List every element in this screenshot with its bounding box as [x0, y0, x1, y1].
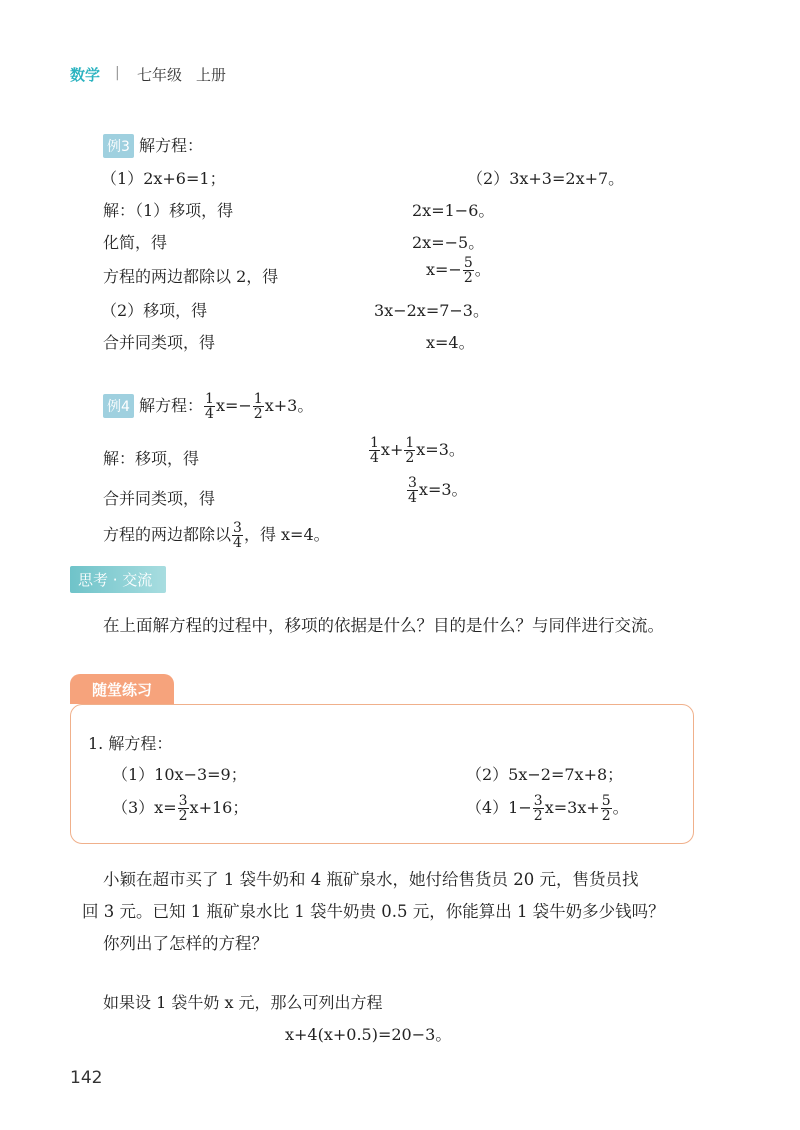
problem-line3: 你列出了怎样的方程？	[103, 934, 268, 953]
exercise-question-label: 1. 解方程：	[88, 734, 173, 753]
exercise-part4-mid: x=3x+	[544, 798, 600, 817]
example3-step3-label: 方程的两边都除以 2，得	[103, 267, 279, 286]
example4-eq-fraction2	[253, 392, 264, 421]
example4-step1-mid: x+	[380, 440, 404, 459]
example3-q1	[101, 166, 226, 189]
example3-step2-eq: 2x=−5。	[412, 233, 485, 252]
fraction-numerator: 1	[405, 435, 415, 451]
example4-step1-fraction2	[404, 436, 415, 465]
fraction-numerator: 3	[533, 793, 543, 809]
example3-q2-eq: 3x+3=2x+7。	[509, 169, 625, 188]
fraction-denominator: 4	[233, 535, 242, 551]
example4-title: 解方程：	[139, 396, 204, 415]
example3-step3-eq	[426, 256, 491, 285]
example3-heading	[103, 133, 203, 158]
exercise-part4	[466, 794, 629, 823]
example4-tag: 例4	[103, 394, 134, 418]
example3-q1-label: （1）	[101, 169, 144, 188]
example4-step2-end: x=3。	[418, 480, 468, 499]
fraction-denominator: 2	[253, 406, 263, 422]
fraction-denominator: 2	[178, 808, 188, 824]
example3-q2	[467, 166, 624, 189]
fraction-denominator: 4	[370, 450, 379, 466]
header-grade: 七年级	[137, 66, 183, 84]
example3-step1-eq: 2x=1−6。	[412, 201, 495, 220]
example4-step3-post: ，得 x=4。	[243, 525, 330, 544]
example3-step1-label: 解：（1）移项，得	[103, 201, 234, 220]
example4-heading	[103, 392, 313, 421]
fraction-numerator: 1	[205, 391, 214, 407]
exercise-tab: 随堂练习	[70, 674, 174, 704]
fraction-numerator: 5	[463, 255, 473, 271]
example3-q2-label: （2）	[467, 169, 510, 188]
example3-step3-lhs: x=−	[426, 260, 462, 279]
exercise-part4-post: 。	[612, 798, 629, 817]
header-subject: 数学	[70, 66, 101, 84]
example4-step3-pre: 方程的两边都除以	[103, 525, 232, 544]
example4-step1-fraction1	[369, 436, 380, 465]
problem-setup: 如果设 1 袋牛奶 x 元，那么可列出方程	[103, 993, 383, 1012]
exercise-part3-post: x+16；	[189, 798, 249, 817]
exercise-part4-fraction2	[601, 794, 612, 823]
fraction-denominator: 2	[601, 808, 611, 824]
example4-step2-eq	[406, 476, 468, 505]
fraction-denominator: 4	[205, 406, 214, 422]
fraction-numerator: 3	[178, 793, 188, 809]
example3-step3-end: 。	[474, 260, 491, 279]
example3-step5-label: 合并同类项，得	[103, 333, 216, 352]
example4-eq-mid: x=−	[215, 396, 252, 415]
example3-title: 解方程：	[139, 136, 204, 155]
example3-step2-label: 化简，得	[103, 233, 168, 252]
example4-eq-fraction1	[204, 392, 215, 421]
fraction-numerator: 5	[601, 793, 611, 809]
example4-step1-label: 解：移项，得	[103, 449, 200, 468]
exercise-part2: （2）5x−2=7x+8；	[466, 765, 624, 784]
problem-line2: 回 3 元。已知 1 瓶矿泉水比 1 袋牛奶贵 0.5 元，你能算出 1 袋牛奶多少钱吗？	[82, 902, 665, 921]
example4-eq-end: x+3。	[264, 396, 314, 415]
example3-step3-fraction	[463, 256, 474, 285]
exercise-part3	[112, 794, 248, 823]
example4-step3-fraction	[232, 521, 243, 550]
fraction-denominator: 2	[405, 450, 415, 466]
exercise-part4-pre: （4）1−	[466, 798, 532, 817]
fraction-numerator: 1	[253, 391, 263, 407]
fraction-denominator: 4	[408, 490, 417, 506]
exercise-part4-fraction1	[533, 794, 544, 823]
problem-line1: 小颖在超市买了 1 袋牛奶和 4 瓶矿泉水，她付给售货员 20 元，售货员找	[103, 870, 639, 889]
header-volume: 上册	[196, 66, 227, 84]
example4-step1-end: x=3。	[416, 440, 465, 459]
fraction-numerator: 1	[370, 435, 379, 451]
example3-step4-eq: 3x−2x=7−3。	[374, 301, 489, 320]
example4-step1-eq	[368, 436, 465, 465]
example3-tag: 例3	[103, 134, 134, 158]
example4-step2-fraction	[407, 476, 418, 505]
fraction-denominator: 2	[463, 270, 473, 286]
header-separator: |	[115, 65, 120, 81]
example4-step3	[103, 521, 330, 550]
fraction-numerator: 3	[233, 520, 242, 536]
example3-q1-eq: 2x+6=1；	[143, 169, 226, 188]
fraction-numerator: 3	[408, 475, 417, 491]
problem-equation: x+4(x+0.5)=20−3。	[285, 1025, 452, 1044]
think-discuss-text: 在上面解方程的过程中，移项的依据是什么？目的是什么？与同伴进行交流。	[103, 616, 664, 635]
example3-step5-eq: x=4。	[426, 333, 475, 352]
exercise-part3-fraction	[178, 794, 189, 823]
fraction-denominator: 2	[533, 808, 543, 824]
exercise-part1: （1）10x−3=9；	[112, 765, 247, 784]
page-number: 142	[70, 1068, 103, 1088]
think-discuss-title: 思考 · 交流	[70, 566, 166, 593]
example4-step2-label: 合并同类项，得	[103, 489, 216, 508]
example3-step4-label: （2）移项，得	[101, 301, 208, 320]
exercise-part3-pre: （3）x=	[112, 798, 177, 817]
